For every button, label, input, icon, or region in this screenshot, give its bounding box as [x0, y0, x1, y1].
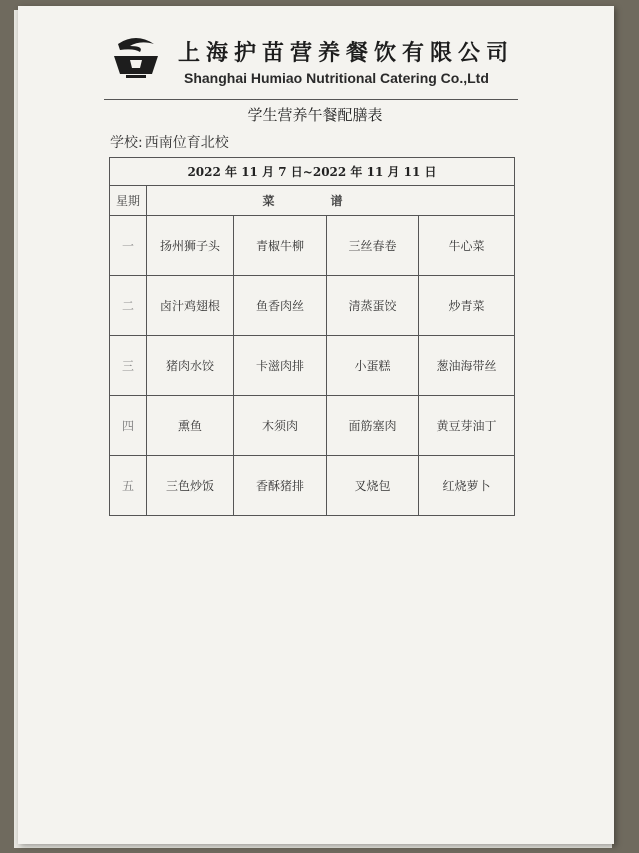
- header-row: [110, 186, 515, 216]
- dish-cell: 三色炒饭: [147, 456, 234, 516]
- header-divider: [104, 99, 518, 100]
- school-name: 西南位育北校: [144, 135, 229, 151]
- day-cell: 五: [110, 456, 147, 516]
- dish-cell: 小蛋糕: [327, 336, 419, 396]
- header-day: 星期: [110, 186, 147, 216]
- dish-cell: 扬州狮子头: [147, 216, 234, 276]
- dish-cell: 猪肉水饺: [147, 336, 234, 396]
- menu-table: [109, 157, 515, 516]
- day-cell: 四: [110, 396, 147, 456]
- table-row: [110, 456, 515, 516]
- company-logo: [110, 34, 162, 82]
- company-name-en: Shanghai Humiao Nutritional Catering Co.,Ltd: [184, 70, 489, 86]
- header-menu: 菜谱: [147, 186, 515, 216]
- school-line: [110, 132, 231, 152]
- company-name-cn: 上海护苗营养餐饮有限公司: [178, 40, 515, 66]
- dish-cell: 三丝春卷: [327, 216, 419, 276]
- school-label: 学校:: [110, 135, 143, 151]
- dish-cell: 熏鱼: [147, 396, 234, 456]
- date-range-row: [110, 158, 515, 186]
- dish-cell: 叉烧包: [327, 456, 419, 516]
- dish-cell: 牛心菜: [419, 216, 515, 276]
- dish-cell: 红烧萝卜: [419, 456, 515, 516]
- dish-cell: 青椒牛柳: [234, 216, 327, 276]
- day-cell: 二: [110, 276, 147, 336]
- date-range: 2022 年 11 月 7 日~2022 年 11 月 11 日: [110, 158, 515, 186]
- dish-cell: 葱油海带丝: [419, 336, 515, 396]
- table-row: [110, 276, 515, 336]
- table-row: [110, 396, 515, 456]
- dish-cell: 木须肉: [234, 396, 327, 456]
- dish-cell: 面筋塞肉: [327, 396, 419, 456]
- dish-cell: 黄豆芽油丁: [419, 396, 515, 456]
- day-cell: 三: [110, 336, 147, 396]
- table-row: [110, 336, 515, 396]
- dish-cell: 鱼香肉丝: [234, 276, 327, 336]
- dish-cell: 炒青菜: [419, 276, 515, 336]
- dish-cell: 香酥猪排: [234, 456, 327, 516]
- dish-cell: 清蒸蛋饺: [327, 276, 419, 336]
- table-row: [110, 216, 515, 276]
- document-title: 学生营养午餐配膳表: [247, 106, 383, 124]
- day-cell: 一: [110, 216, 147, 276]
- dish-cell: 卤汁鸡翅根: [147, 276, 234, 336]
- dish-cell: 卡滋肉排: [234, 336, 327, 396]
